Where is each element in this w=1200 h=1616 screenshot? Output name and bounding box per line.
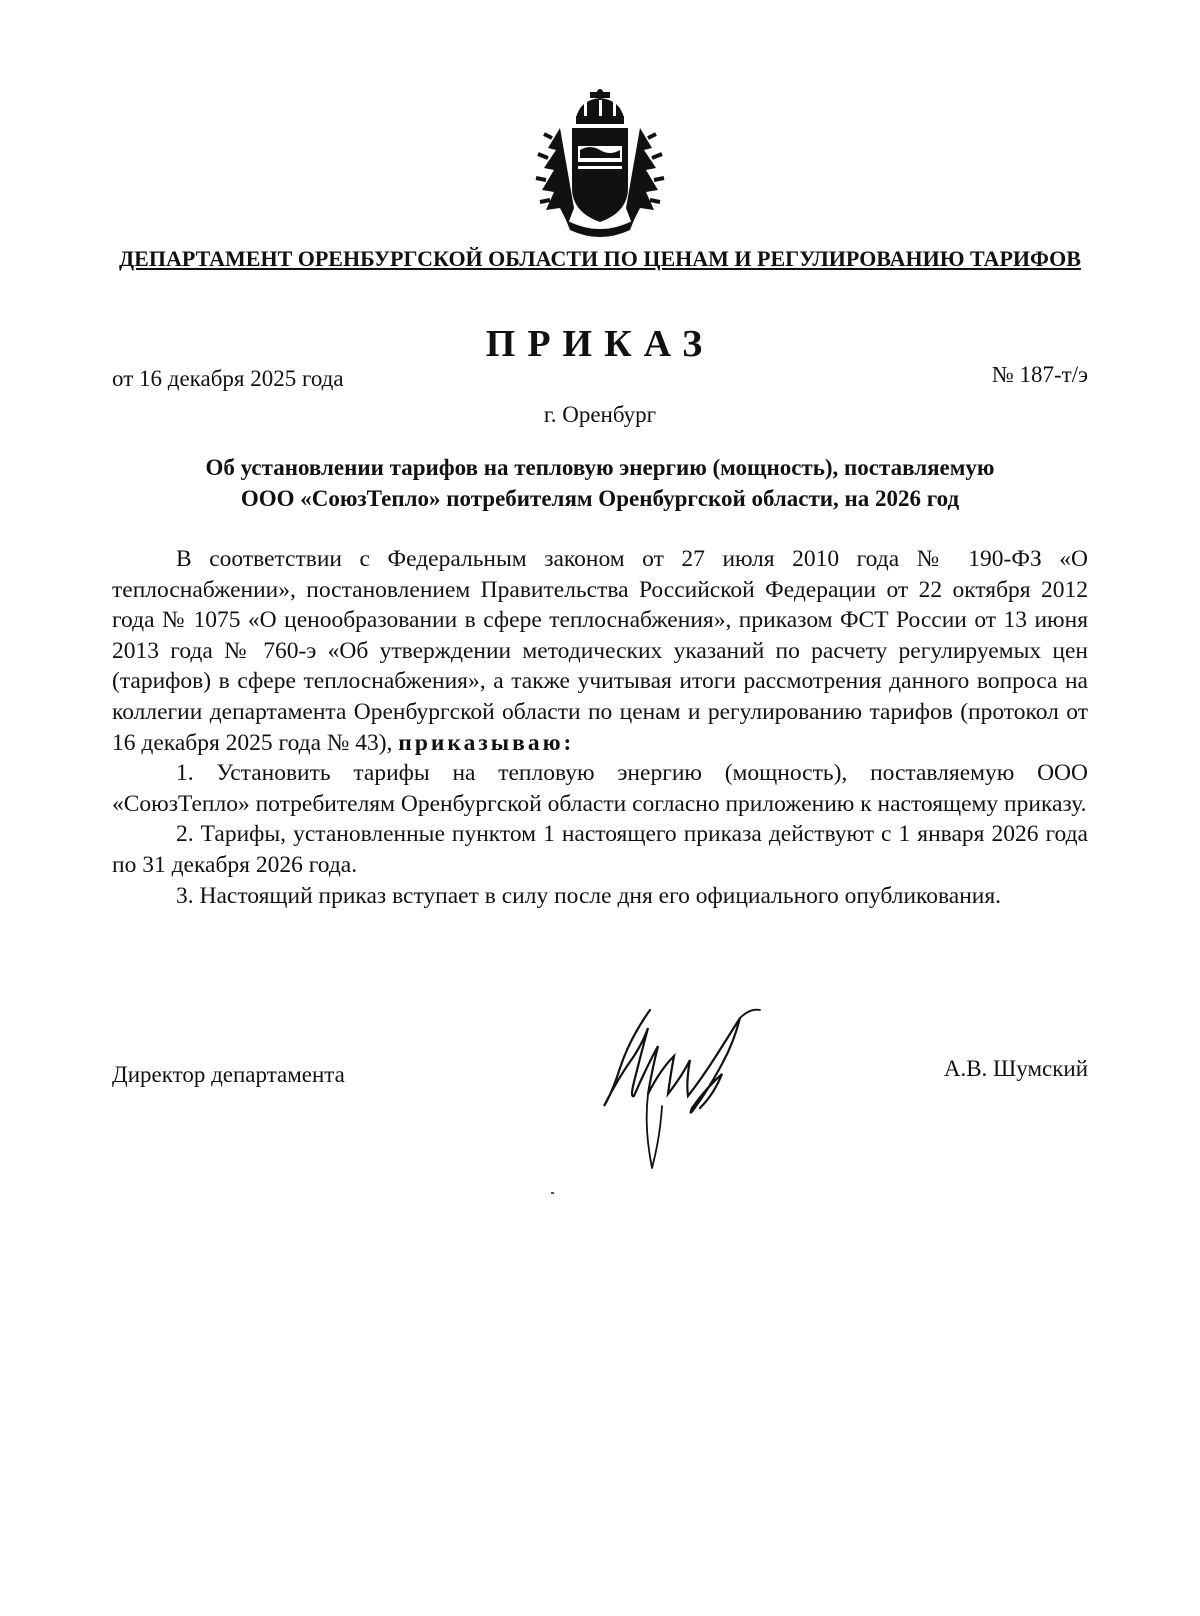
signer-title: Директор департамента: [112, 1062, 345, 1087]
handwritten-signature: [590, 998, 790, 1178]
order-item: 2. Тарифы, установленные пунктом 1 настоящего приказа действуют с 1 января 2026 года по 31 декабря 2026 года.: [112, 821, 1088, 878]
subject-line-2: ООО «СоюзТепло» потребителям Оренбургской области, на 2026 год: [240, 486, 960, 511]
document-type-title: ПРИКАЗ: [485, 323, 715, 365]
order-body: [112, 544, 1088, 911]
order-word: приказываю:: [398, 729, 575, 756]
order-item: 1. Установить тарифы на тепловую энергию (мощность), поставляемую ООО «СоюзТепло» потребителям Оренбургской области согласно приложению к настоящему приказу.: [112, 760, 1088, 817]
order-city: г. Оренбург: [543, 402, 657, 427]
preamble-text: В соответствии с Федеральным законом от 27 июля 2010 года № 190-ФЗ «О теплоснабжении», постановлением Правительства Российской Федерации от 22 октября 2012 года № 1075 «О ценообразовании в сфере теплоснабжения», приказом ФСТ России от 13 июня 2013 года № 760-э «Об утверждении методических указаний по расчету регулируемых цен (тарифов) в сфере теплоснабжения», а также учитывая итоги рассмотрения данного вопроса на коллегии департамента Оренбургской области по ценам и регулированию тарифов (протокол от 16 декабря 2025 года № 43),: [112, 546, 1088, 756]
department-name: ДЕПАРТАМЕНТ ОРЕНБУРГСКОЙ ОБЛАСТИ ПО ЦЕНАМ И РЕГУЛИРОВАНИЮ ТАРИФОВ: [119, 246, 1081, 271]
order-item: 3. Настоящий приказ вступает в силу после дня его официального опубликования.: [176, 882, 1002, 909]
subject-line-1: Об установлении тарифов на тепловую энергию (мощность), поставляемую: [205, 455, 995, 480]
scan-artifact-dot: [551, 1192, 554, 1194]
order-date: от 16 декабря 2025 года: [112, 366, 344, 391]
order-subject: [112, 452, 1088, 514]
preamble-paragraph: [112, 544, 1088, 758]
order-number: № 187-т/э: [991, 362, 1088, 387]
signer-name: А.В. Шумский: [943, 1056, 1088, 1081]
coat-of-arms-emblem: [530, 88, 670, 238]
